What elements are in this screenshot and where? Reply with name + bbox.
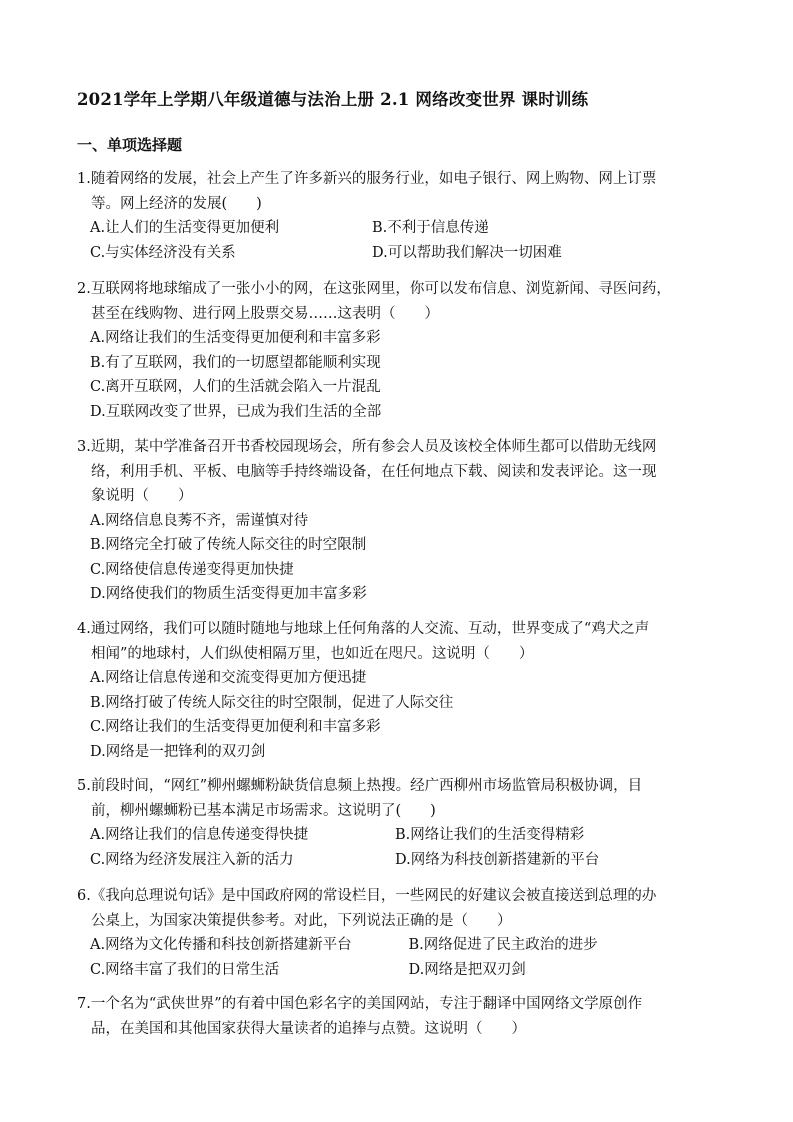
stem-line: 等。网上经济的发展( )	[91, 195, 262, 212]
option-c[interactable]: C.网络为经济发展注入新的活力	[90, 851, 294, 868]
section-heading: 一、单项选择题	[77, 136, 183, 154]
stem-line: 相闻”的地球村，人们纵使相隔万里，也如近在咫尺。这说明（ ）	[91, 645, 534, 662]
option-a[interactable]: A.网络信息良莠不齐，需谨慎对待	[90, 512, 309, 529]
question-stem	[77, 617, 727, 666]
question-1	[77, 167, 727, 265]
stem-line: 4.通过网络，我们可以随时随地与地球上任何角落的人交流、互动，世界变成了“鸡犬之声	[77, 621, 650, 637]
question-7	[77, 992, 727, 1041]
stem-line: 3.近期，某中学准备召开书香校园现场会，所有参会人员及该校全体师生都可以借助无线网	[77, 439, 657, 455]
question-stem	[77, 167, 727, 216]
question-2	[77, 277, 727, 424]
option-d[interactable]: D.可以帮助我们解决一切困难	[372, 244, 562, 261]
stem-line: 5.前段时间，“网红”柳州螺蛳粉缺货信息频上热搜。经广西柳州市场监管局积极协调，目	[77, 778, 643, 794]
option-c[interactable]: C.网络让我们的生活变得更加便利和丰富多彩	[90, 719, 381, 735]
question-stem	[77, 435, 727, 509]
stem-line: 甚至在线购物、进行网上股票交易……这表明（ ）	[91, 305, 439, 322]
option-d[interactable]: D.互联网改变了世界，已成为我们生活的全部	[90, 403, 382, 420]
question-3	[77, 435, 727, 607]
option-b[interactable]: B.有了互联网，我们的一切愿望都能顺利实现	[90, 354, 381, 371]
option-c[interactable]: C.离开互联网，人们的生活就会陷入一片混乱	[90, 379, 381, 395]
stem-line: 络，利用手机、平板、电脑等手持终端设备，在任何地点下载、阅读和发表评论。这一现	[91, 463, 657, 480]
option-a[interactable]: A.网络让我们的生活变得更加便利和丰富多彩	[90, 330, 381, 346]
option-b[interactable]: B.网络让我们的生活变得精彩	[395, 827, 585, 843]
question-stem	[77, 277, 727, 326]
option-d[interactable]: D.网络为科技创新搭建新的平台	[395, 851, 600, 868]
option-c[interactable]: C.网络使信息传递变得更加快捷	[90, 561, 294, 578]
option-b[interactable]: B.网络完全打破了传统人际交往的时空限制	[90, 537, 367, 553]
question-4	[77, 617, 727, 764]
question-stem	[77, 884, 727, 933]
option-c[interactable]: C.与实体经济没有关系	[90, 244, 236, 261]
stem-line: 2.互联网将地球缩成了一张小小的网，在这张网里，你可以发布信息、浏览新闻、寻医问药，	[77, 281, 671, 297]
option-a[interactable]: A.网络让信息传递和交流变得更加方便迅捷	[90, 670, 367, 686]
option-d[interactable]: D.网络是把双刃剑	[408, 961, 526, 978]
question-stem	[77, 992, 727, 1041]
question-6	[77, 884, 727, 982]
stem-line: 6.《我向总理说句话》是中国政府网的常设栏目，一些网民的好建议会被直接送到总理的办	[77, 888, 657, 904]
option-a[interactable]: A.让人们的生活变得更加便利	[90, 220, 280, 236]
stem-line: 1.随着网络的发展，社会上产生了许多新兴的服务行业，如电子银行、网上购物、网上订票	[77, 171, 657, 187]
option-b[interactable]: B.不利于信息传递	[372, 220, 489, 236]
stem-line: 7.一个名为“武侠世界”的有着中国色彩名字的美国网站，专注于翻译中国网络文学原创作	[77, 996, 643, 1012]
option-d[interactable]: D.网络是一把锋利的双刃剑	[90, 743, 266, 760]
question-5	[77, 774, 727, 872]
stem-line: 象说明（ ）	[91, 488, 193, 504]
stem-line: 品，在美国和其他国家获得大量读者的追捧与点赞。这说明（ ）	[91, 1020, 526, 1037]
option-a[interactable]: A.网络为文化传播和科技创新搭建新平台	[90, 937, 352, 953]
option-a[interactable]: A.网络让我们的信息传递变得快捷	[90, 827, 309, 843]
option-d[interactable]: D.网络使我们的物质生活变得更加丰富多彩	[90, 586, 367, 602]
option-b[interactable]: B.网络促进了民主政治的进步	[408, 937, 598, 953]
question-stem	[77, 774, 727, 823]
option-b[interactable]: B.网络打破了传统人际交往的时空限制，促进了人际交往	[90, 694, 454, 711]
stem-line: 前，柳州螺蛳粉已基本满足市场需求。这说明了( )	[91, 802, 436, 819]
document-title: 2021学年上学期八年级道德与法治上册 2.1 网络改变世界 课时训练	[77, 90, 589, 109]
option-c[interactable]: C.网络丰富了我们的日常生活	[90, 961, 280, 978]
stem-line: 公桌上，为国家决策提供参考。对此，下列说法正确的是（ ）	[91, 912, 512, 929]
